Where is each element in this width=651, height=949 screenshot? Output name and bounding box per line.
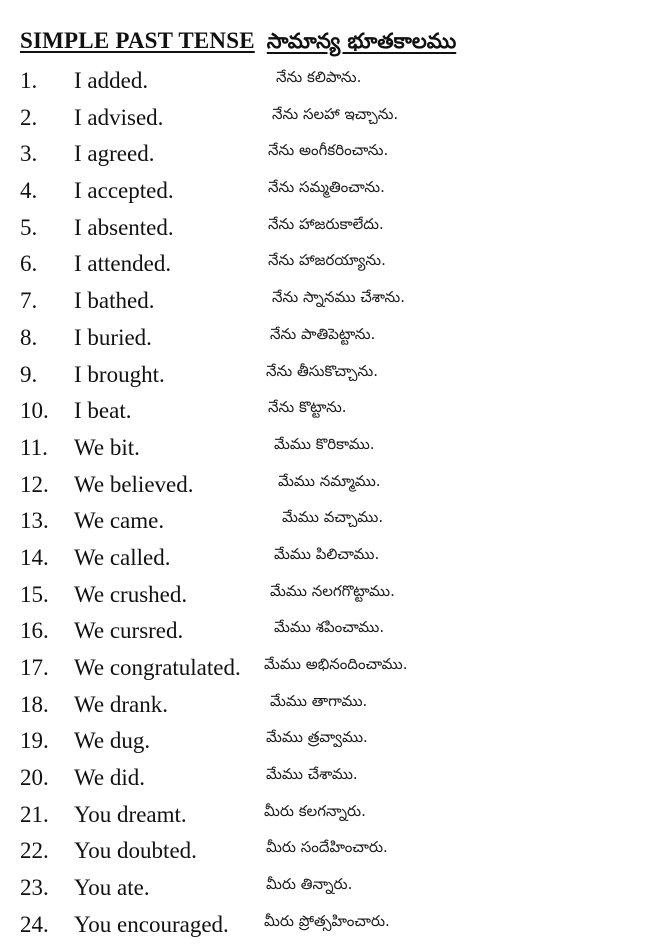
list-item [0,136,651,173]
telugu-translation: మేము అభినందించాము. [264,655,408,673]
list-item [0,393,651,430]
item-number: 4. [20,178,38,204]
english-sentence: We believed. [74,471,194,497]
sentence-list [0,63,651,944]
telugu-translation: నేను సమ్మతించాను. [268,178,385,197]
telugu-translation: మేము పిలిచాము. [274,544,380,563]
list-item [0,503,651,540]
item-number: 2. [20,104,38,130]
english-sentence: We cursred. [74,618,184,644]
english-sentence: You ate. [74,875,150,901]
english-sentence: I agreed. [74,141,155,167]
english-sentence: I advised. [74,104,164,130]
english-sentence: I accepted. [74,178,174,204]
item-number: 5. [20,214,38,240]
telugu-translation: మీరు ప్రోత్సహించారు. [264,911,390,930]
page-title [20,28,456,62]
telugu-translation: మేము చేశాము. [266,765,358,784]
item-number: 18. [20,691,49,717]
list-item [0,357,651,394]
title-english: SIMPLE PAST TENSE [20,28,255,53]
list-item [0,430,651,467]
telugu-translation: మేము తాగాము. [270,691,368,710]
item-number: 3. [20,141,38,167]
telugu-translation: మేము నలగగొట్టాము. [270,581,395,600]
telugu-translation: మీరు కలగన్నారు. [264,801,366,820]
list-item [0,467,651,504]
telugu-translation: మీరు తిన్నారు. [266,875,353,894]
telugu-translation: నేను హాజరుకాలేదు. [268,214,384,233]
list-item [0,283,651,320]
telugu-translation: మేము వచ్చాము. [282,508,384,527]
list-item [0,687,651,724]
english-sentence: We came. [74,508,165,534]
item-number: 12. [20,471,49,497]
list-item [0,870,651,907]
list-item [0,833,651,870]
item-number: 20. [20,765,49,791]
list-item [0,577,651,614]
item-number: 1. [20,68,38,93]
list-item [0,760,651,797]
english-sentence: We did. [74,765,145,791]
item-number: 19. [20,728,49,754]
telugu-translation: మేము నమ్మాము. [278,471,381,490]
item-number: 11. [20,434,48,460]
english-sentence: I added. [74,68,149,93]
list-item [0,797,651,834]
item-number: 21. [20,801,49,827]
item-number: 9. [20,361,38,387]
item-number: 13. [20,508,49,534]
english-sentence: I absented. [74,214,174,240]
telugu-translation: మేము త్రవ్వాము. [266,728,368,747]
item-number: 7. [20,288,38,314]
item-number: 15. [20,581,49,607]
english-sentence: You doubted. [74,838,197,864]
list-item [0,907,651,944]
list-item [0,246,651,283]
english-sentence: I attended. [74,251,172,277]
telugu-translation: మేము శపించాము. [274,618,385,637]
telugu-translation: నేను స్నానము చేశాను. [272,288,405,307]
telugu-translation: మీరు సందేహించారు. [266,838,388,857]
list-item [0,650,651,687]
item-number: 22. [20,838,49,864]
english-sentence: We drank. [74,691,168,717]
english-sentence: We called. [74,544,171,570]
item-number: 23. [20,875,49,901]
list-item [0,540,651,577]
english-sentence: You encouraged. [74,911,229,937]
english-sentence: I beat. [74,398,132,424]
telugu-translation: నేను హాజరయ్యాను. [268,251,386,270]
title-telugu: సామాన్య భూతకాలము [266,29,457,53]
telugu-translation: నేను కొట్టాను. [268,398,347,417]
item-number: 17. [20,655,49,680]
item-number: 14. [20,544,49,570]
english-sentence: I bathed. [74,288,155,314]
english-sentence: You dreamt. [74,801,187,827]
english-sentence: We crushed. [74,581,188,607]
telugu-translation: నేను కలిపాను. [276,68,362,86]
item-number: 6. [20,251,38,277]
item-number: 8. [20,324,38,350]
list-item [0,100,651,137]
list-item [0,63,651,100]
list-item [0,320,651,357]
telugu-translation: నేను సలహా ఇచ్చాను. [272,104,399,123]
english-sentence: We bit. [74,434,140,460]
telugu-translation: నేను తీసుకొచ్చాను. [266,361,379,380]
item-number: 16. [20,618,49,644]
telugu-translation: నేను పాతిపెట్టాను. [270,324,376,343]
list-item [0,210,651,247]
list-item [0,613,651,650]
english-sentence: We dug. [74,728,151,754]
item-number: 24. [20,911,49,937]
english-sentence: I buried. [74,324,152,350]
english-sentence: I brought. [74,361,165,387]
telugu-translation: మేము కొరికాము. [274,434,375,453]
telugu-translation: నేను అంగీకరించాను. [268,141,389,160]
list-item [0,723,651,760]
list-item [0,173,651,210]
item-number: 10. [20,398,49,424]
english-sentence: We congratulated. [74,655,241,680]
